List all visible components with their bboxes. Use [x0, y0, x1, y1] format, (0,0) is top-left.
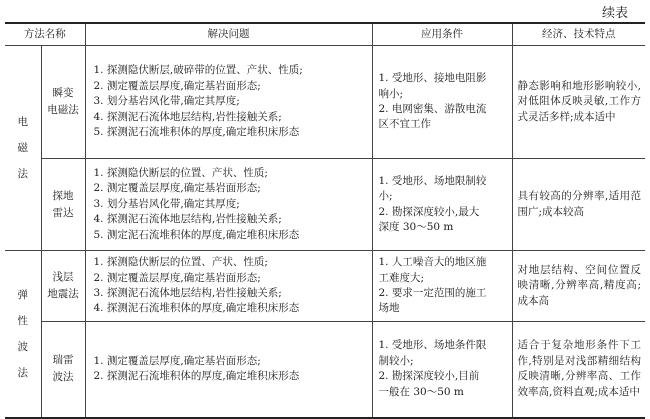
table-row — [5, 46, 645, 159]
features-cell: 静态影响和地形影响较小,对低阻体反映灵敏,工作方式灵活多样;成本适中 — [512, 46, 645, 159]
header-problems: 解决问题 — [85, 23, 372, 46]
features-cell: 适合于复杂地形条件下工作,特别是对浅部精细结构反映清晰,分辨率高、工作效率高,资料直观;成本适中 — [512, 322, 645, 418]
conditions-cell: 1. 受地形、场地条件限 制较小; 2. 勘探深度较小,目前 一般在 30～50 m — [372, 322, 512, 418]
category-elastic-wave: 弹 性 波 法 — [5, 251, 41, 418]
method-name: 浅层 地震法 — [41, 251, 85, 322]
header-method-name: 方法名称 — [5, 23, 85, 46]
problems-cell: 1. 测定覆盖层厚度,确定基岩面形态; 2. 探测泥石流堆积体的厚度,确定堆积床形态 — [85, 322, 372, 418]
conditions-cell: 1. 受地形、接地电阻影 响小; 2. 电网密集、游散电流 区不宜工作 — [372, 46, 512, 159]
header-row — [5, 23, 645, 46]
features-cell: 具有较高的分辨率,适用范围广;成本较高 — [512, 159, 645, 251]
method-name: 瑞雷 波法 — [41, 322, 85, 418]
continued-caption: 续表 — [601, 6, 628, 21]
problems-cell: 1. 探测隐伏断层的位置、产状、性质; 2. 测定覆盖层厚度,确定基岩面形态; 3. 探测泥石流体地层结构,岩性接触关系; 4. 探测泥石流堆积体的厚度,确定堆积床形态 — [85, 251, 372, 322]
header-conditions: 应用条件 — [372, 23, 512, 46]
geophysical-methods-table — [5, 22, 645, 419]
conditions-cell: 1. 受地形、场地限制较 小; 2. 勘探深度较小,最大 深度 30～50 m — [372, 159, 512, 251]
header-features: 经济、技术特点 — [512, 23, 645, 46]
method-name: 瞬变 电磁法 — [41, 46, 85, 159]
conditions-cell: 1. 人工噪音大的地区施 工难度大; 2. 要求一定范围的施工 场地 — [372, 251, 512, 322]
problems-cell: 1. 探测隐伏断层的位置、产状、性质; 2. 测定覆盖层厚度,确定基岩面形态; 3. 划分基岩风化带,确定其厚度; 4. 探测泥石流体地层结构,岩性接触关系; 5. 测定泥石流堆积体的厚度,确定堆积床形态 — [85, 159, 372, 251]
features-cell: 对地层结构、空间位置反映清晰,分辨率高,精度高;成本高 — [512, 251, 645, 322]
problems-cell: 1. 探测隐伏断层,破碎带的位置、产状、性质; 2. 测定覆盖层厚度,确定基岩面形态; 3. 划分基岩风化带,确定其厚度; 4. 探测泥石流体地层结构,岩性接触关系; 5. 探测泥石流堆积体的厚度,确定堆积床形态 — [85, 46, 372, 159]
table-row — [5, 322, 645, 418]
table-row — [5, 251, 645, 322]
table-row — [5, 159, 645, 251]
method-name: 探地 雷达 — [41, 159, 85, 251]
category-electromagnetic: 电 磁 法 — [5, 46, 41, 251]
